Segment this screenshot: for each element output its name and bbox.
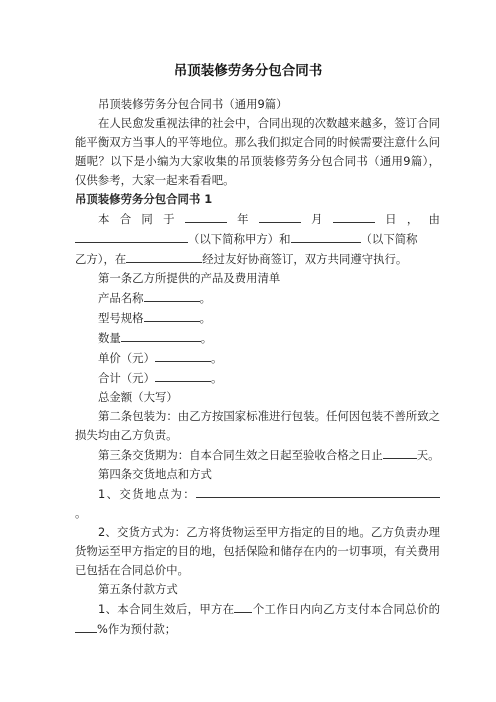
intro-paragraph: 在人民愈发重视法律的社会中，合同出现的次数越来越多，签订合同能平衡双方当事人的平等地位。那么我们拟定合同的时候需要注意什么问题呢？以下是小编为大家收集的吊顶装修劳务分包合同书（通用9篇），仅供参考，大家一起来看看吧。: [75, 116, 440, 187]
document-title: 吊顶装修劳务分包合同书: [173, 63, 323, 79]
clause-5-title: 第五条付款方式: [98, 582, 178, 596]
clause-5-1-text: %作为预付款；: [97, 622, 177, 636]
field-period: 。: [210, 351, 223, 365]
field-blank: [155, 368, 211, 382]
month-blank: [259, 209, 301, 223]
day-blank: [333, 209, 375, 223]
field-blank: [155, 348, 211, 362]
field-label: 型号规格: [98, 311, 144, 325]
parties-text: 乙方），在: [75, 252, 127, 266]
field-period: 。: [210, 371, 223, 385]
model-line: [75, 308, 440, 328]
total-line: [75, 368, 440, 388]
contract-date-row: [75, 209, 440, 229]
field-label: 单价（元）: [98, 351, 155, 365]
party-a-blank: [75, 229, 188, 243]
party-b-blank: [291, 229, 361, 243]
field-label: 合计（元）: [98, 371, 155, 385]
percent-blank: [75, 619, 97, 633]
clause-4-2: 2、交货方式为：乙方将货物运至甲方指定的目的地。乙方负责办理货物运至甲方指定的目的地，包括保险和储存在内的一切事项，有关费用已包括在合同总价中。: [75, 525, 440, 577]
workdays-blank: [234, 599, 252, 613]
field-label: 产品名称: [98, 291, 144, 305]
total-amount-line: 总金额（大写）: [98, 390, 178, 404]
parties-text: （以下简称甲方）和: [188, 232, 291, 246]
delivery-place-blank: [196, 484, 440, 498]
date-char: 于: [163, 212, 175, 226]
clause-5-1-text: 个工作日内向乙方支付本合同总价的: [252, 602, 440, 616]
field-period: 。: [199, 311, 211, 325]
clause-4-1-text: 1、交货地点为：: [98, 487, 196, 501]
place-blank: [126, 249, 202, 263]
field-label: 数量: [98, 331, 121, 345]
quantity-line: [75, 328, 440, 348]
section-heading: 吊顶装修劳务分包合同书 1: [75, 192, 213, 206]
parties-line: [75, 249, 440, 269]
clause-3-text: 第三条交货期为：自本合同生效之日起至验收合格之日止: [98, 448, 383, 462]
parties-text: （以下简称: [360, 232, 418, 246]
field-period: 。: [200, 331, 213, 345]
parties-text: 经过友好协商签订，双方共同遵守执行。: [202, 252, 408, 266]
product-name-line: [75, 288, 440, 308]
parties-line: [75, 229, 440, 249]
date-char: 月: [311, 212, 323, 226]
unit-price-line: [75, 348, 440, 368]
document-body: [75, 95, 440, 639]
date-char: 年: [237, 212, 249, 226]
field-period: 。: [199, 291, 211, 305]
field-blank: [121, 328, 201, 342]
date-char: 同: [141, 212, 153, 226]
clause-5-1: [75, 599, 440, 639]
date-char: 合: [119, 212, 132, 226]
clause-1-title: 第一条乙方所提供的产品及费用清单: [98, 271, 281, 285]
clause-3-text: 天。: [416, 448, 440, 462]
intro-heading-line: 吊顶装修劳务分包合同书（通用9篇）: [98, 97, 288, 111]
clause-2: 第二条包装为：由乙方按国家标准进行包装。任何因包装不善所致之损失均由乙方负责。: [75, 409, 440, 442]
clause-5-1-text: 1、本合同生效后，甲方在: [98, 602, 235, 616]
field-period: 。: [75, 506, 87, 520]
days-blank: [383, 445, 417, 459]
date-char: 由: [428, 212, 440, 226]
date-char: 本: [98, 212, 110, 226]
clause-3: [75, 445, 440, 465]
clause-4-title: 第四条交货地点和方式: [98, 467, 212, 481]
clause-4-1: [75, 484, 440, 523]
year-blank: [185, 209, 227, 223]
date-char: ，: [406, 212, 419, 226]
date-char: 日: [385, 212, 397, 226]
field-blank: [144, 288, 200, 302]
field-blank: [144, 308, 200, 322]
